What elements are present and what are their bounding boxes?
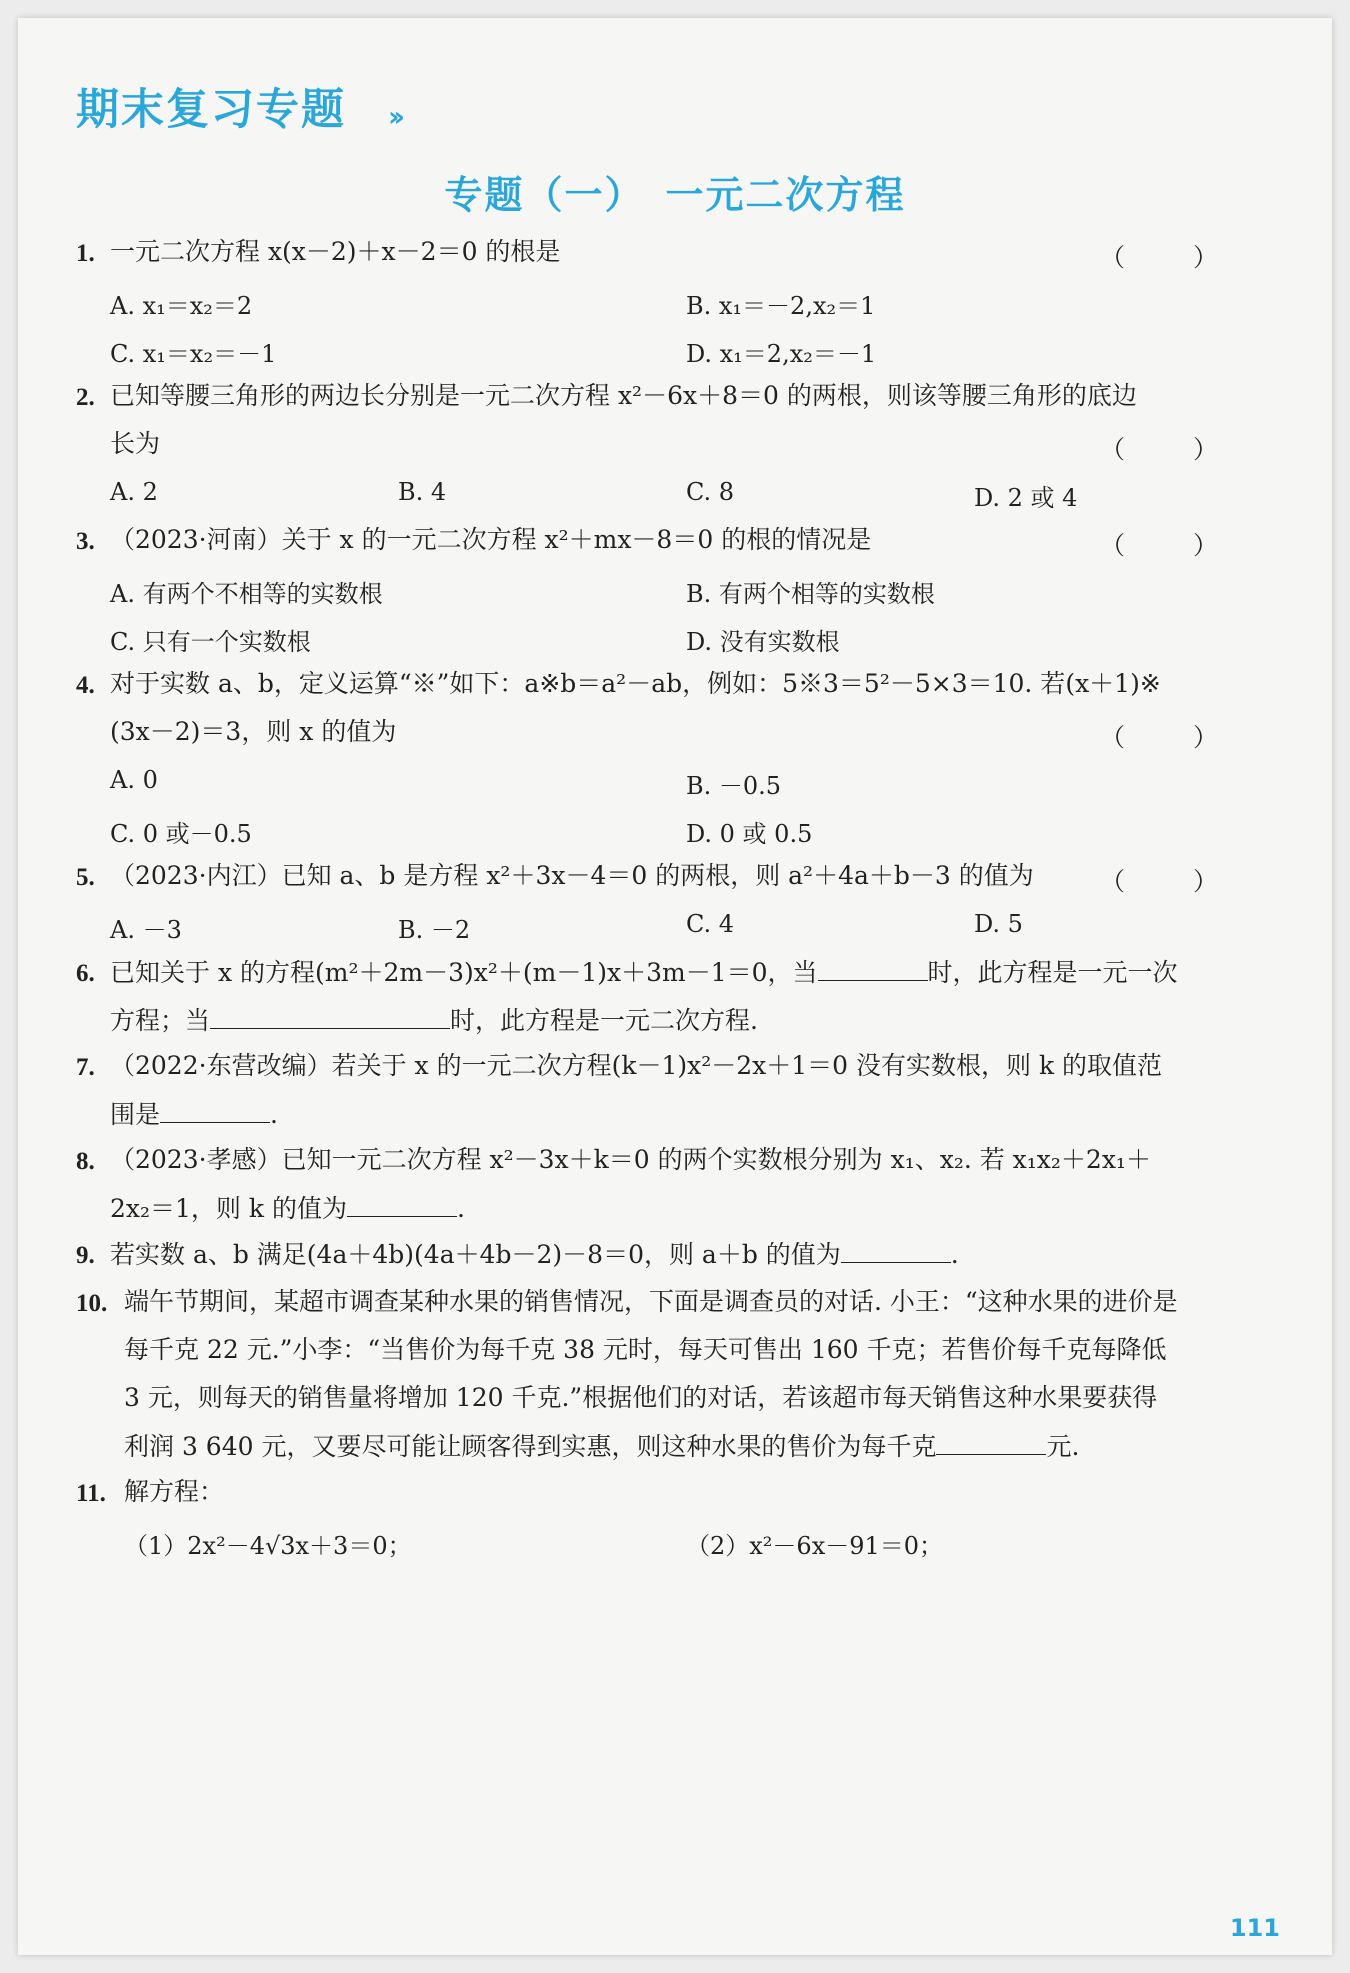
question-number: 10. xyxy=(76,1290,108,1317)
option-c: C. x₁＝x₂＝－1 xyxy=(110,340,277,368)
question-number: 5. xyxy=(76,864,95,891)
question-stem: 端午节期间，某超市调查某种水果的销售情况，下面是调查员的对话. 小王：“这种水果的进价是 xyxy=(124,1287,1178,1316)
question-number: 7. xyxy=(76,1054,95,1081)
option-d: D. x₁＝2,x₂＝－1 xyxy=(686,340,877,368)
option-c: C. 4 xyxy=(686,910,735,938)
answer-paren: （ ） xyxy=(1100,243,1248,272)
question-stem: （2023·孝感）已知一元二次方程 x²－3x＋k＝0 的两个实数根分别为 x₁、x₂. 若 x₁x₂＋2x₁＋ xyxy=(110,1145,1151,1174)
question-stem-cont: (3x－2)＝3，则 x 的值为 xyxy=(110,717,397,746)
stem-text: 元. xyxy=(1046,1432,1080,1461)
option-b: B. 有两个相等的实数根 xyxy=(686,580,935,608)
question-number: 6. xyxy=(76,960,95,987)
option-c: C. 8 xyxy=(686,478,735,506)
option-d: D. 5 xyxy=(974,910,1023,938)
answer-paren: （ ） xyxy=(1100,723,1248,752)
stem-text: 围是 xyxy=(110,1100,161,1129)
question-stem: （2023·内江）已知 a、b 是方程 x²＋3x－4＝0 的两根，则 a²＋4a＋b－3 的值为 xyxy=(110,861,1034,890)
question-stem-cont: 长为 xyxy=(110,429,161,458)
subquestion-1: （1）2x²－4√3x＋3＝0； xyxy=(124,1532,412,1560)
stem-text: . xyxy=(456,1194,465,1223)
answer-blank[interactable] xyxy=(818,956,928,981)
option-b: B. x₁＝－2,x₂＝1 xyxy=(686,292,876,320)
question-stem: 一元二次方程 x(x－2)＋x－2＝0 的根是 xyxy=(110,237,561,266)
question-stem xyxy=(110,1238,959,1271)
question-stem: （2022·东营改编）若关于 x 的一元二次方程(k－1)x²－2x＋1＝0 没有实数根，则 k 的取值范 xyxy=(110,1051,1163,1080)
answer-paren: （ ） xyxy=(1100,531,1248,560)
stem-text: 2x₂＝1，则 k 的值为 xyxy=(110,1194,347,1223)
stem-text: 已知关于 x 的方程(m²＋2m－3)x²＋(m－1)x＋3m－1＝0，当 xyxy=(110,958,818,987)
answer-blank[interactable] xyxy=(841,1238,951,1263)
option-a: A. 有两个不相等的实数根 xyxy=(110,580,383,608)
answer-blank[interactable] xyxy=(160,1098,270,1123)
option-a: A. 2 xyxy=(110,478,158,506)
question-number: 8. xyxy=(76,1148,95,1175)
worksheet-page xyxy=(18,18,1332,1955)
question-number: 2. xyxy=(76,384,95,411)
answer-blank[interactable] xyxy=(347,1192,457,1217)
question-number: 11. xyxy=(76,1480,106,1507)
question-stem: 对于实数 a、b，定义运算“※”如下：a※b＝a²－ab，例如：5※3＝5²－5×3＝10. 若(x＋1)※ xyxy=(110,669,1161,698)
question-stem: （2023·河南）关于 x 的一元二次方程 x²＋mx－8＝0 的根的情况是 xyxy=(110,525,872,554)
option-b: B. 4 xyxy=(398,478,447,506)
page-number: 111 xyxy=(1229,1914,1280,1942)
option-c: C. 0 或－0.5 xyxy=(110,820,252,848)
answer-blank[interactable] xyxy=(936,1430,1046,1455)
stem-text: . xyxy=(950,1240,959,1269)
stem-text: . xyxy=(270,1100,278,1129)
double-chevron-icon: ›› xyxy=(388,100,400,133)
question-stem-cont xyxy=(124,1430,1079,1463)
question-number: 3. xyxy=(76,528,95,555)
question-number: 9. xyxy=(76,1242,95,1269)
question-number: 1. xyxy=(76,240,95,267)
question-stem xyxy=(110,956,1178,989)
question-number: 4. xyxy=(76,672,95,699)
stem-text: 方程；当 xyxy=(110,1006,211,1035)
question-stem: 已知等腰三角形的两边长分别是一元二次方程 x²－6x＋8＝0 的两根，则该等腰三角形的底边 xyxy=(110,381,1137,410)
option-d: D. 2 或 4 xyxy=(974,484,1078,512)
option-d: D. 没有实数根 xyxy=(686,628,840,656)
question-stem-cont: 每千克 22 元.”小李：“当售价为每千克 38 元时，每天可售出 160 千克；若售价每千克每降低 xyxy=(124,1335,1167,1364)
question-stem-cont: 3 元，则每天的销售量将增加 120 千克.”根据他们的对话，若该超市每天销售这种水果要获得 xyxy=(124,1383,1158,1412)
option-b: B. －2 xyxy=(398,916,471,944)
option-d: D. 0 或 0.5 xyxy=(686,820,813,848)
option-c: C. 只有一个实数根 xyxy=(110,628,311,656)
page-title: 专题（一） 一元二次方程 xyxy=(444,172,906,217)
stem-text: 时，此方程是一元二次方程. xyxy=(450,1006,758,1035)
stem-text: 若实数 a、b 满足(4a＋4b)(4a＋4b－2)－8＝0，则 a＋b 的值为 xyxy=(110,1240,841,1269)
stem-text: 时，此方程是一元一次 xyxy=(927,958,1178,987)
question-stem-cont xyxy=(110,1004,758,1037)
section-banner: 期末复习专题 xyxy=(76,85,346,135)
question-stem-cont xyxy=(110,1098,278,1131)
option-a: A. －3 xyxy=(110,916,182,944)
answer-blank[interactable] xyxy=(210,1004,450,1029)
option-b: B. －0.5 xyxy=(686,772,782,800)
option-a: A. x₁＝x₂＝2 xyxy=(110,292,253,320)
subquestion-2: （2）x²－6x－91＝0； xyxy=(686,1532,944,1560)
question-stem-cont xyxy=(110,1192,465,1225)
answer-paren: （ ） xyxy=(1100,867,1248,896)
stem-text: 利润 3 640 元，又要尽可能让顾客得到实惠，则这种水果的售价为每千克 xyxy=(124,1432,937,1461)
answer-paren: （ ） xyxy=(1100,435,1248,464)
option-a: A. 0 xyxy=(110,766,158,794)
question-stem: 解方程： xyxy=(124,1477,225,1506)
